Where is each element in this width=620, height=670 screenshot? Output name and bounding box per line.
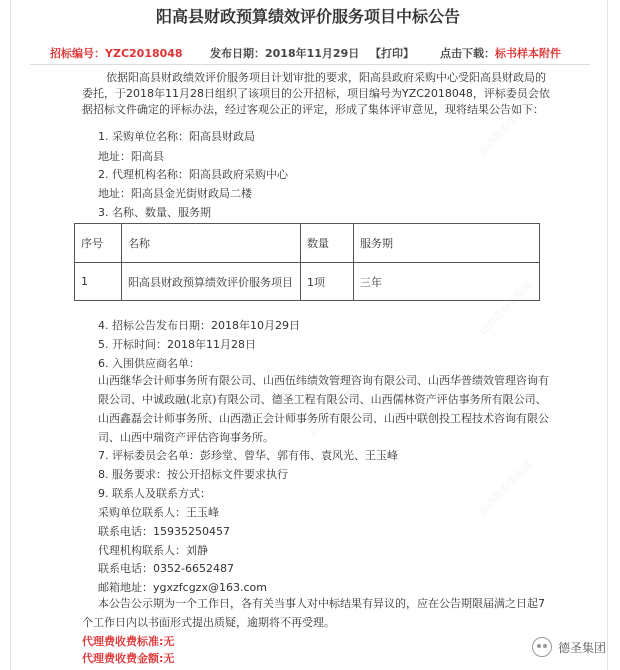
publish-date: 发布日期：2018年11月29日: [210, 47, 360, 60]
agent-phone: 联系电话：0352-6652487: [98, 562, 234, 575]
table-cell: 1: [75, 263, 122, 301]
agency-address: 地址：阳高县金光街财政局二楼: [98, 187, 252, 200]
items-table: [74, 223, 540, 301]
table-header-row: [75, 224, 540, 263]
suppliers-heading: 6. 入围供应商名单：: [98, 357, 200, 370]
agency-name: 2. 代理机构名称：阳高县政府采购中心: [98, 168, 288, 181]
agency-fee-amount: 代理费收费金额:无: [82, 652, 175, 665]
download-attachment-link[interactable]: 标书样本附件: [495, 47, 561, 60]
section-items-heading: 3. 名称、数量、服务期: [98, 206, 211, 219]
table-header-cell: 序号: [75, 224, 122, 263]
table-cell: 阳高县财政预算绩效评价服务项目: [122, 263, 301, 301]
service-requirement: 8. 服务要求：按公开招标文件要求执行: [98, 468, 288, 481]
table-row: [75, 263, 540, 301]
download-label: 点击下载：: [440, 47, 495, 60]
wechat-icon: [532, 637, 552, 657]
buyer-phone: 联系电话：15935250457: [98, 525, 230, 538]
header-divider: [30, 64, 590, 65]
agent-contact: 代理机构联系人：刘静: [98, 544, 208, 557]
committee-list: 7. 评标委员会名单：彭珍堂、曾华、郭有伟、袁风光、王玉峰: [98, 449, 398, 462]
print-link[interactable]: 【打印】: [370, 47, 414, 60]
suppliers-list: 山西继华会计师事务所有限公司、山西伍纬绩效管理咨询有限公司、山西华普绩效管理咨询有限公司、中诚政融(北京)有限公司、德圣工程有限公司、山西儒林资产评估事务所有限公司、山西鑫磊会计师事务所、山西渤正会计师事务所有限公司、山西中联创投工程技术咨询有限公司、山西中瑞资产评估咨询事务所。: [98, 374, 549, 444]
buyer-contact: 采购单位联系人：王玉峰: [98, 506, 219, 519]
table-header-cell: 名称: [122, 224, 301, 263]
announcement-date: 4. 招标公告发布日期：2018年10月29日: [98, 319, 300, 332]
table-header-cell: 数量: [301, 224, 354, 263]
agency-fee-standard: 代理费收费标准:无: [82, 635, 175, 648]
page-title: 阳高县财政预算绩效评价服务项目中标公告: [155, 7, 460, 26]
intro-block: [82, 70, 552, 118]
purchaser-address: 地址：阳高县: [98, 150, 164, 163]
purchaser-name: 1. 采购单位名称：阳高县财政局: [98, 130, 255, 143]
meta-bar: [40, 44, 606, 64]
download-area: [440, 44, 561, 64]
brand-watermark: [532, 636, 606, 658]
tender-number: 招标编号：YZC2018048: [50, 47, 183, 60]
email-address: 邮箱地址：ygxzfcgzx@163.com: [98, 581, 267, 594]
table-header-cell: 服务期: [354, 224, 540, 263]
notice-paragraph: 本公告公示期为一个工作日，各有关当事人对中标结果有异议的，应在公告期限届满之日起7个工作日内以书面形式提出质疑，逾期将不再受理。: [82, 597, 545, 629]
opening-time: 5. 开标时间：2018年11月28日: [98, 338, 256, 351]
intro-paragraph: 依据阳高县财政绩效评价服务项目计划审批的要求，阳高县政府采购中心受阳高县财政局的委托，于2018年11月28日组织了该项目的公开招标，项目编号为YZC2018048，评标委员会依据招标文件确定的评标办法，经过客观公正的评定，形成了集体评审意见，现将结果公告如下：: [82, 71, 550, 116]
brand-name: 德圣集团: [557, 640, 606, 655]
contacts-heading: 9. 联系人及联系方式：: [98, 487, 211, 500]
table-cell: 三年: [354, 263, 540, 301]
table-cell: 1项: [301, 263, 354, 301]
